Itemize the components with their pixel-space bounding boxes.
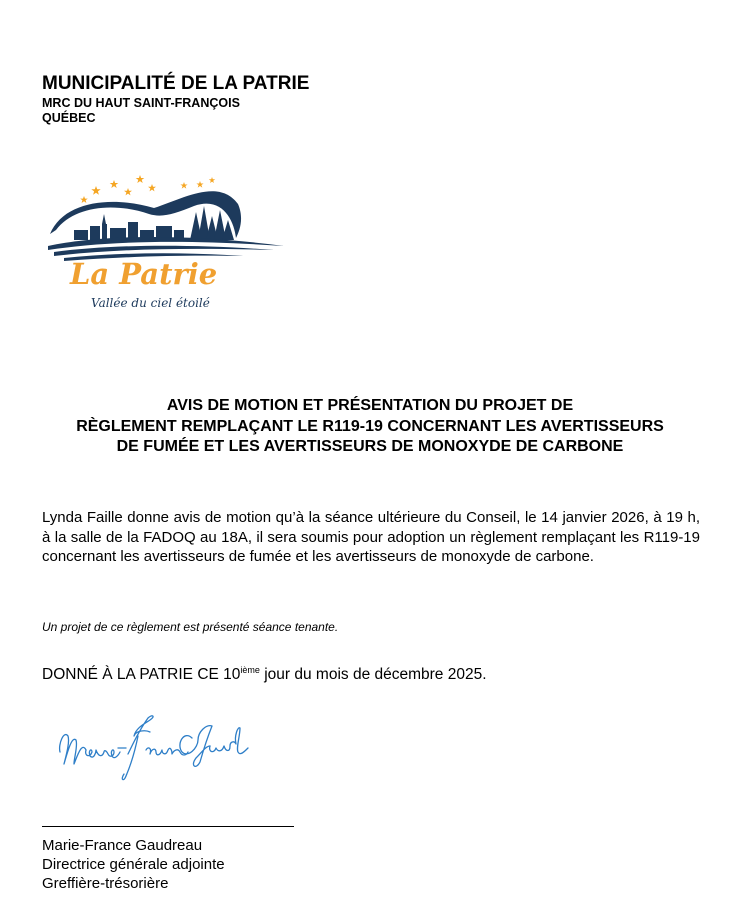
province-name: QUÉBEC [42, 111, 96, 125]
notice-body: Lynda Faille donne avis de motion qu’à la séance ultérieure du Conseil, le 14 janvier 2026, à 19 h, à la salle de la FADOQ au 18A, il sera soumis pour adoption un règlement remplaçant les R119-19 concernant les avertisseurs de fumée et les avertisseurs de monoxyde de carbone. [42, 509, 700, 565]
signatory-name: Marie-France Gaudreau [42, 837, 203, 854]
given-statement [42, 665, 487, 685]
notice-title-line: RÈGLEMENT REMPLAÇANT LE R119-19 CONCERNANT LES AVERTISSEURS [76, 417, 664, 435]
mrc-name: MRC DU HAUT SAINT-FRANÇOIS [42, 96, 240, 110]
signatory-title-secondary: Greffière-trésorière [42, 875, 169, 892]
signature-line [42, 826, 294, 827]
logo-name: La Patrie [70, 257, 218, 291]
notice-note: Un projet de ce règlement est présenté séance tenante. [42, 620, 339, 634]
given-superscript: ième [240, 665, 260, 675]
given-prefix: DONNÉ À LA PATRIE CE 10 [42, 666, 241, 683]
logo-tagline: Vallée du ciel étoilé [91, 296, 210, 310]
given-suffix: jour du mois de décembre 2025. [259, 666, 487, 683]
signatory-title: Directrice générale adjointe [42, 856, 225, 873]
handwritten-signature [54, 706, 254, 786]
notice-title [0, 396, 740, 458]
la-patrie-logo [44, 168, 294, 318]
notice-title-line: DE FUMÉE ET LES AVERTISSEURS DE MONOXYDE DE CARBONE [116, 438, 624, 455]
municipality-name: MUNICIPALITÉ DE LA PATRIE [42, 73, 310, 94]
notice-title-line: AVIS DE MOTION ET PRÉSENTATION DU PROJET DE [166, 397, 574, 414]
